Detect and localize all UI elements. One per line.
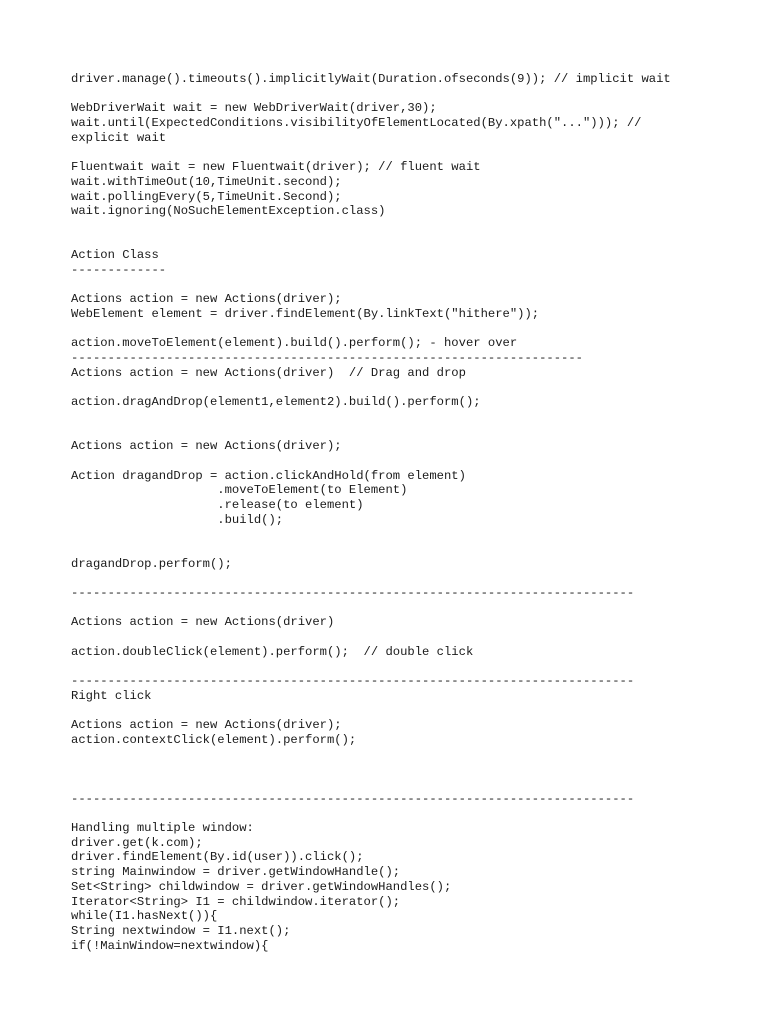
code-line [71, 527, 748, 542]
code-line: Actions action = new Actions(driver); [71, 292, 342, 307]
code-line [71, 234, 748, 249]
code-line: Fluentwait wait = new Fluentwait(driver); // fluent wait [71, 160, 481, 175]
code-line: ---------------------------------------------------------------------- [71, 351, 583, 366]
code-line [71, 542, 748, 557]
code-line: ----------------------------------------------------------------------------- [71, 791, 635, 806]
code-line [71, 777, 748, 792]
code-line [71, 630, 748, 645]
code-line: Iterator<String> I1 = childwindow.iterator(); [71, 894, 401, 909]
code-line: Actions action = new Actions(driver) [71, 615, 335, 630]
code-line [71, 762, 748, 777]
code-line: wait.until(ExpectedConditions.visibilityOfElementLocated(By.xpath("..."))); // [71, 116, 642, 131]
code-line: dragandDrop.perform(); [71, 556, 232, 571]
code-line: String nextwindow = I1.next(); [71, 923, 291, 938]
code-line: WebDriverWait wait = new WebDriverWait(driver,30); [71, 101, 437, 116]
code-line: wait.withTimeOut(10,TimeUnit.second); [71, 174, 342, 189]
code-line: WebElement element = driver.findElement(By.linkText("hithere")); [71, 307, 540, 321]
code-line: string Mainwindow = driver.getWindowHandle(); [71, 865, 401, 880]
document-page [71, 72, 748, 953]
code-line: Action dragandDrop = action.clickAndHold(from element) [71, 468, 466, 483]
code-line: Actions action = new Actions(driver) // Drag and drop [71, 365, 466, 380]
code-line [71, 145, 748, 160]
code-line [71, 571, 748, 586]
code-line [71, 219, 748, 234]
code-line: driver.get(k.com); [71, 835, 203, 850]
code-line: action.contextClick(element).perform(); [71, 732, 357, 747]
code-line: Handling multiple window: [71, 821, 254, 836]
code-line: driver.manage().timeouts().implicitlyWait(Duration.ofseconds(9)); // implicit wait [71, 72, 671, 86]
code-line: wait.pollingEvery(5,TimeUnit.Second); [71, 189, 342, 204]
code-line: action.dragAndDrop(element1,element2).build().perform(); [71, 395, 481, 410]
code-line: Set<String> childwindow = driver.getWindowHandles(); [71, 879, 452, 894]
code-line: explicit wait [71, 130, 167, 145]
code-line: action.doubleClick(element).perform(); // double click [71, 644, 474, 659]
code-line: .release(to element) [71, 497, 364, 512]
code-line [71, 748, 748, 763]
code-line [71, 278, 748, 293]
code-line: if(!MainWindow=nextwindow){ [71, 938, 269, 953]
code-line: .build(); [71, 512, 284, 527]
code-line: ------------- [71, 262, 167, 277]
code-line [71, 410, 748, 425]
code-line [71, 704, 748, 719]
code-line [71, 806, 748, 821]
code-line [71, 87, 748, 102]
code-line: ----------------------------------------------------------------------------- [71, 586, 635, 601]
code-line [71, 454, 748, 469]
code-line [71, 425, 748, 440]
code-line: wait.ignoring(NoSuchElementException.class) [71, 204, 386, 219]
code-line: driver.findElement(By.id(user)).click(); [71, 850, 364, 865]
code-line: Right click [71, 688, 152, 703]
code-line: ----------------------------------------------------------------------------- [71, 674, 635, 689]
code-line [71, 380, 748, 395]
code-line [71, 601, 748, 616]
code-line: Action Class [71, 248, 159, 263]
code-line: while(I1.hasNext()){ [71, 909, 218, 924]
code-line [71, 322, 748, 337]
code-line: action.moveToElement(element).build().perform(); - hover over [71, 336, 518, 351]
code-line: .moveToElement(to Element) [71, 483, 408, 498]
code-line [71, 660, 748, 675]
code-line: Actions action = new Actions(driver); [71, 439, 342, 454]
code-line: Actions action = new Actions(driver); [71, 718, 342, 733]
